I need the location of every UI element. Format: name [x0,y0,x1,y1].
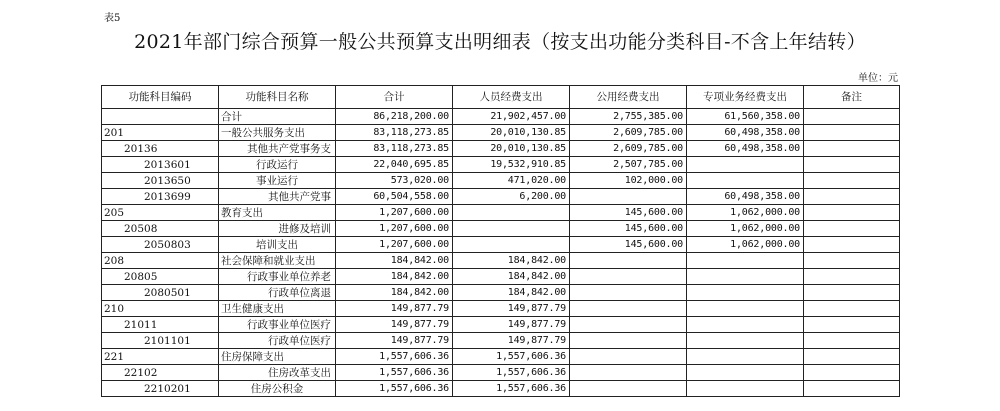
cell-total: 1,207,600.00 [336,237,453,253]
cell-total: 149,877.79 [336,333,453,349]
cell-personnel-expense: 149,877.79 [453,301,570,317]
table-number-label: 表5 [104,13,121,24]
cell-personnel-expense: 471,020.00 [453,173,570,189]
cell-personnel-expense: 1,557,606.36 [453,381,570,397]
cell-personnel-expense: 149,877.79 [453,317,570,333]
cell-special-expense [687,157,804,173]
cell-special-expense [687,381,804,397]
cell-special-expense [687,269,804,285]
unit-label: 单位：元 [858,73,898,84]
table-row [102,221,900,237]
table-row [102,269,900,285]
cell-personnel-expense: 1,557,606.36 [453,365,570,381]
cell-total: 184,842.00 [336,253,453,269]
header-special-expense: 专项业务经费支出 [687,86,804,109]
cell-note [804,365,900,381]
cell-function-name: 教育支出 [219,205,336,221]
cell-function-name: 合计 [219,109,336,125]
table-row [102,301,900,317]
cell-special-expense: 60,498,358.00 [687,189,804,205]
cell-special-expense: 1,062,000.00 [687,205,804,221]
cell-special-expense [687,365,804,381]
table-header-row [102,86,900,109]
cell-function-code: 21011 [102,317,219,333]
table-row [102,173,900,189]
cell-total: 83,118,273.85 [336,125,453,141]
cell-note [804,269,900,285]
cell-public-expense [570,301,687,317]
header-note: 备注 [804,86,900,109]
cell-special-expense [687,349,804,365]
cell-note [804,333,900,349]
cell-personnel-expense: 149,877.79 [453,333,570,349]
cell-function-name: 培训支出 [219,237,336,253]
cell-note [804,381,900,397]
cell-function-code: 221 [102,349,219,365]
cell-public-expense: 2,609,785.00 [570,141,687,157]
table-row [102,157,900,173]
cell-note [804,205,900,221]
cell-public-expense: 145,600.00 [570,237,687,253]
cell-function-name: 行政单位医疗 [219,333,336,349]
cell-function-code [102,109,219,125]
cell-function-name: 社会保障和就业支出 [219,253,336,269]
cell-public-expense [570,269,687,285]
cell-special-expense [687,333,804,349]
cell-total: 1,557,606.36 [336,365,453,381]
cell-function-name: 住房改革支出 [219,365,336,381]
cell-personnel-expense [453,237,570,253]
cell-note [804,349,900,365]
expenditure-detail-table [101,85,900,397]
cell-function-name: 事业运行 [219,173,336,189]
cell-note [804,173,900,189]
cell-public-expense [570,189,687,205]
cell-note [804,189,900,205]
table-row [102,237,900,253]
cell-note [804,221,900,237]
cell-function-name: 行政事业单位医疗 [219,317,336,333]
table-row [102,189,900,205]
header-public-expense: 公用经费支出 [570,86,687,109]
table-row [102,109,900,125]
cell-public-expense [570,365,687,381]
cell-public-expense: 145,600.00 [570,221,687,237]
cell-personnel-expense: 184,842.00 [453,285,570,301]
cell-total: 60,504,558.00 [336,189,453,205]
cell-function-code: 22102 [102,365,219,381]
cell-note [804,109,900,125]
cell-special-expense: 1,062,000.00 [687,221,804,237]
cell-public-expense [570,317,687,333]
cell-personnel-expense: 19,532,910.85 [453,157,570,173]
table-row [102,253,900,269]
cell-function-code: 205 [102,205,219,221]
header-total: 合计 [336,86,453,109]
cell-note [804,141,900,157]
cell-function-code: 208 [102,253,219,269]
cell-function-name: 住房公积金 [219,381,336,397]
cell-total: 149,877.79 [336,317,453,333]
cell-function-name: 行政运行 [219,157,336,173]
cell-total: 573,020.00 [336,173,453,189]
cell-public-expense: 145,600.00 [570,205,687,221]
cell-function-name: 其他共产党事 [219,189,336,205]
cell-personnel-expense: 184,842.00 [453,269,570,285]
cell-function-code: 210 [102,301,219,317]
table-body [102,109,900,397]
cell-total: 184,842.00 [336,285,453,301]
table-row [102,205,900,221]
cell-total: 149,877.79 [336,301,453,317]
cell-special-expense [687,253,804,269]
table-row [102,365,900,381]
cell-function-name: 进修及培训 [219,221,336,237]
cell-function-name: 行政单位离退 [219,285,336,301]
cell-personnel-expense: 6,200.00 [453,189,570,205]
table-row [102,317,900,333]
cell-function-code: 2080501 [102,285,219,301]
table-row [102,125,900,141]
cell-public-expense [570,285,687,301]
header-personnel-expense: 人员经费支出 [453,86,570,109]
cell-public-expense [570,333,687,349]
cell-total: 1,557,606.36 [336,381,453,397]
cell-function-code: 20136 [102,141,219,157]
cell-note [804,125,900,141]
header-function-name: 功能科目名称 [219,86,336,109]
table-row [102,333,900,349]
cell-personnel-expense [453,205,570,221]
cell-function-code: 2013699 [102,189,219,205]
cell-function-code: 2013601 [102,157,219,173]
cell-total: 86,218,200.00 [336,109,453,125]
cell-function-name: 其他共产党事务支 [219,141,336,157]
cell-public-expense: 2,609,785.00 [570,125,687,141]
cell-special-expense [687,173,804,189]
cell-total: 1,207,600.00 [336,221,453,237]
cell-note [804,157,900,173]
table-row [102,285,900,301]
cell-total: 1,557,606.36 [336,349,453,365]
cell-function-code: 201 [102,125,219,141]
table-row [102,349,900,365]
cell-function-code: 2013650 [102,173,219,189]
cell-public-expense [570,253,687,269]
cell-note [804,285,900,301]
cell-function-name: 一般公共服务支出 [219,125,336,141]
cell-special-expense: 60,498,358.00 [687,141,804,157]
cell-function-name: 行政事业单位养老 [219,269,336,285]
header-function-code: 功能科目编码 [102,86,219,109]
cell-function-code: 2101101 [102,333,219,349]
cell-special-expense [687,301,804,317]
cell-function-code: 2210201 [102,381,219,397]
cell-special-expense: 1,062,000.00 [687,237,804,253]
cell-function-name: 卫生健康支出 [219,301,336,317]
cell-public-expense [570,349,687,365]
cell-function-code: 20508 [102,221,219,237]
cell-note [804,237,900,253]
cell-special-expense [687,285,804,301]
cell-public-expense: 2,507,785.00 [570,157,687,173]
cell-public-expense [570,381,687,397]
table-row [102,141,900,157]
cell-function-code: 20805 [102,269,219,285]
cell-personnel-expense: 21,902,457.00 [453,109,570,125]
cell-function-code: 2050803 [102,237,219,253]
cell-public-expense: 2,755,385.00 [570,109,687,125]
cell-total: 22,040,695.85 [336,157,453,173]
cell-special-expense [687,317,804,333]
cell-special-expense: 60,498,358.00 [687,125,804,141]
cell-total: 184,842.00 [336,269,453,285]
cell-total: 83,118,273.85 [336,141,453,157]
cell-personnel-expense: 184,842.00 [453,253,570,269]
cell-personnel-expense: 20,010,130.85 [453,125,570,141]
cell-note [804,253,900,269]
cell-public-expense: 102,000.00 [570,173,687,189]
document-title: 2021年部门综合预算一般公共预算支出明细表（按支出功能分类科目-不含上年结转） [134,31,866,53]
cell-personnel-expense: 1,557,606.36 [453,349,570,365]
cell-total: 1,207,600.00 [336,205,453,221]
cell-special-expense: 61,560,358.00 [687,109,804,125]
cell-personnel-expense: 20,010,130.85 [453,141,570,157]
table-row [102,381,900,397]
cell-personnel-expense [453,221,570,237]
cell-function-name: 住房保障支出 [219,349,336,365]
cell-note [804,301,900,317]
cell-note [804,317,900,333]
